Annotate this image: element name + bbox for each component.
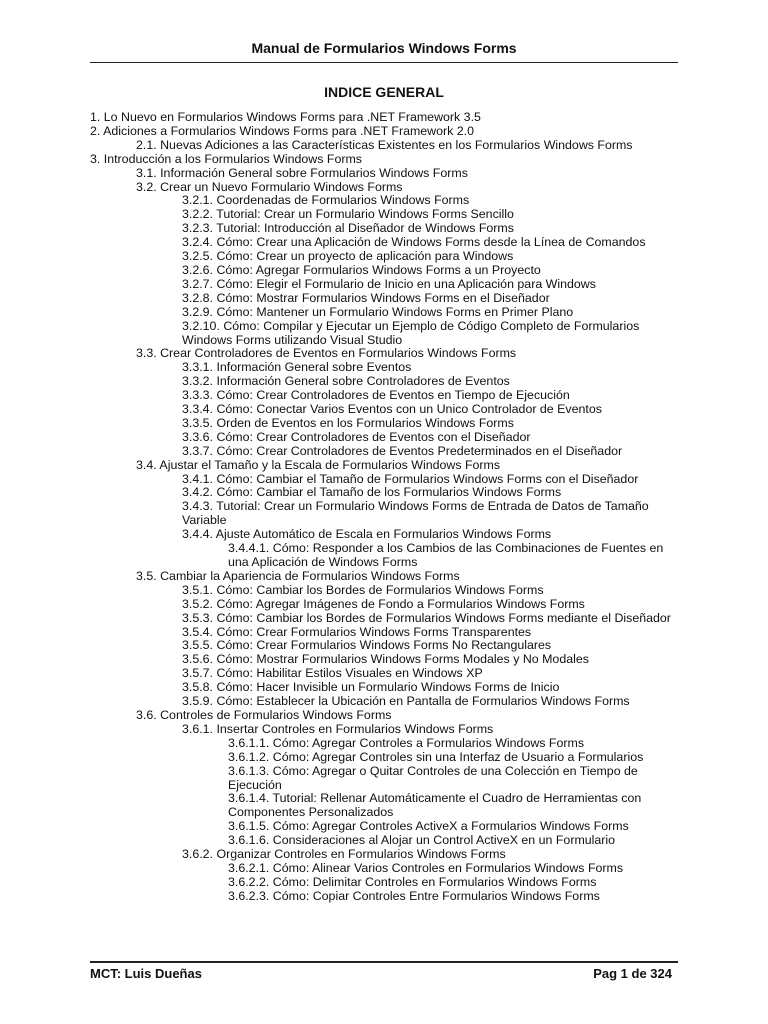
- table-of-contents: [90, 111, 680, 904]
- toc-entry: 3.2.5. Cómo: Crear un proyecto de aplicación para Windows: [182, 249, 514, 264]
- toc-entry: 3.2.1. Coordenadas de Formularios Windows Forms: [182, 193, 470, 208]
- toc-entry: 3.5.9. Cómo: Establecer la Ubicación en Pantalla de Formularios Windows Forms: [182, 694, 630, 709]
- toc-entry: 3.6.1.6. Consideraciones al Alojar un Control ActiveX en un Formulario: [228, 833, 616, 848]
- footer-page-number: Pag 1 de 324: [593, 966, 672, 981]
- toc-entry: 3.4.4.1. Cómo: Responder a los Cambios de las Combinaciones de Fuentes en una Aplicación de Windows Forms: [228, 541, 664, 569]
- toc-entry: 3.6.1.2. Cómo: Agregar Controles sin una Interfaz de Usuario a Formularios: [228, 749, 644, 764]
- toc-entry: 3.4.1. Cómo: Cambiar el Tamaño de Formularios Windows Forms con el Diseñador: [182, 471, 639, 486]
- toc-entry: 3.6.1. Insertar Controles en Formularios Windows Forms: [182, 721, 494, 736]
- toc-entry: 3. Introducción a los Formularios Windows Forms: [90, 151, 362, 166]
- toc-entry: 3.6.1.4. Tutorial: Rellenar Automáticamente el Cuadro de Herramientas con Componentes Personalizados: [228, 791, 642, 820]
- toc-entry: 3.3.5. Orden de Eventos en los Formularios Windows Forms: [182, 415, 514, 430]
- footer-divider: [90, 961, 678, 963]
- toc-entry: 3.3. Crear Controladores de Eventos en Formularios Windows Forms: [136, 346, 517, 361]
- toc-entry: 3.2.6. Cómo: Agregar Formularios Windows Forms a un Proyecto: [182, 262, 541, 277]
- toc-entry: 3.5.2. Cómo: Agregar Imágenes de Fondo a Formularios Windows Forms: [182, 596, 585, 611]
- toc-entry: 3.6.2. Organizar Controles en Formularios Windows Forms: [182, 847, 506, 862]
- toc-entry: 3.5.3. Cómo: Cambiar los Bordes de Formularios Windows Forms mediante el Diseñador: [182, 610, 671, 625]
- toc-entry: 3.5.6. Cómo: Mostrar Formularios Windows Forms Modales y No Modales: [182, 652, 589, 667]
- toc-entry: 3.5.5. Cómo: Crear Formularios Windows Forms No Rectangulares: [182, 638, 552, 653]
- toc-entry: 3.2.8. Cómo: Mostrar Formularios Windows Forms en el Diseñador: [182, 290, 550, 305]
- footer-author: MCT: Luis Dueñas: [90, 966, 202, 981]
- header-divider: [90, 62, 678, 63]
- toc-entry: 3.3.6. Cómo: Crear Controladores de Eventos con el Diseñador: [182, 429, 531, 444]
- toc-entry: 3.4.3. Tutorial: Crear un Formulario Windows Forms de Entrada de Datos de Tamaño Variable: [182, 499, 649, 528]
- toc-entry: 3.6.1.1. Cómo: Agregar Controles a Formularios Windows Forms: [228, 735, 585, 750]
- toc-entry: 3.6.1.3. Cómo: Agregar o Quitar Controles de una Colección en Tiempo de Ejecución: [228, 763, 638, 792]
- toc-entry: 3.5. Cambiar la Apariencia de Formularios Windows Forms: [136, 568, 460, 583]
- toc-entry: 3.1. Información General sobre Formularios Windows Forms: [136, 165, 468, 180]
- toc-entry: 2.1. Nuevas Adiciones a las Características Existentes en los Formularios Windows Forms: [136, 137, 633, 152]
- toc-entry: 3.6.2.1. Cómo: Alinear Varios Controles en Formularios Windows Forms: [228, 860, 624, 875]
- toc-entry: 1. Lo Nuevo en Formularios Windows Forms para .NET Framework 3.5: [90, 110, 481, 124]
- toc-entry: 3.6.1.5. Cómo: Agregar Controles ActiveX a Formularios Windows Forms: [228, 819, 629, 834]
- toc-entry: 3.4. Ajustar el Tamaño y la Escala de Formularios Windows Forms: [136, 457, 501, 472]
- toc-entry: 3.6.2.3. Cómo: Copiar Controles Entre Formularios Windows Forms: [228, 888, 600, 903]
- toc-entry: 3.2.2. Tutorial: Crear un Formulario Windows Forms Sencillo: [182, 207, 514, 222]
- toc-entry: 3.5.4. Cómo: Crear Formularios Windows Forms Transparentes: [182, 624, 532, 639]
- toc-entry: 3.5.1. Cómo: Cambiar los Bordes de Formularios Windows Forms: [182, 582, 544, 597]
- toc-entry: 3.6. Controles de Formularios Windows Forms: [136, 707, 392, 722]
- toc-entry: 3.2. Crear un Nuevo Formulario Windows Forms: [136, 179, 403, 194]
- toc-entry: 3.4.2. Cómo: Cambiar el Tamaño de los Formularios Windows Forms: [182, 485, 562, 500]
- toc-entry: 3.6.2.2. Cómo: Delimitar Controles en Formularios Windows Forms: [228, 874, 597, 889]
- toc-entry: 3.2.9. Cómo: Mantener un Formulario Windows Forms en Primer Plano: [182, 304, 574, 319]
- toc-entry: 3.3.7. Cómo: Crear Controladores de Eventos Predeterminados en el Diseñador: [182, 443, 623, 458]
- toc-entry: 3.3.3. Cómo: Crear Controladores de Eventos en Tiempo de Ejecución: [182, 388, 570, 403]
- toc-entry: 3.2.4. Cómo: Crear una Aplicación de Windows Forms desde la Línea de Comandos: [182, 235, 646, 250]
- toc-entry: 3.3.2. Información General sobre Controladores de Eventos: [182, 374, 510, 389]
- toc-entry: 2. Adiciones a Formularios Windows Forms para .NET Framework 2.0: [90, 123, 475, 138]
- toc-entry: 3.4.4. Ajuste Automático de Escala en Formularios Windows Forms: [182, 527, 552, 542]
- toc-entry: 3.2.3. Tutorial: Introducción al Diseñador de Windows Forms: [182, 221, 514, 236]
- toc-entry: 3.3.1. Información General sobre Eventos: [182, 360, 412, 375]
- toc-entry: 3.2.10. Cómo: Compilar y Ejecutar un Ejemplo de Código Completo de Formularios Windows Forms utilizando Visual Studio: [182, 318, 640, 347]
- toc-entry: 3.3.4. Cómo: Conectar Varios Eventos con un Unico Controlador de Eventos: [182, 402, 602, 417]
- toc-entry: 3.5.7. Cómo: Habilitar Estilos Visuales en Windows XP: [182, 666, 483, 681]
- toc-title: INDICE GENERAL: [324, 84, 444, 100]
- page-header-title: Manual de Formularios Windows Forms: [251, 40, 517, 56]
- toc-entry: 3.2.7. Cómo: Elegir el Formulario de Inicio en una Aplicación para Windows: [182, 276, 596, 291]
- toc-entry: 3.5.8. Cómo: Hacer Invisible un Formulario Windows Forms de Inicio: [182, 680, 560, 695]
